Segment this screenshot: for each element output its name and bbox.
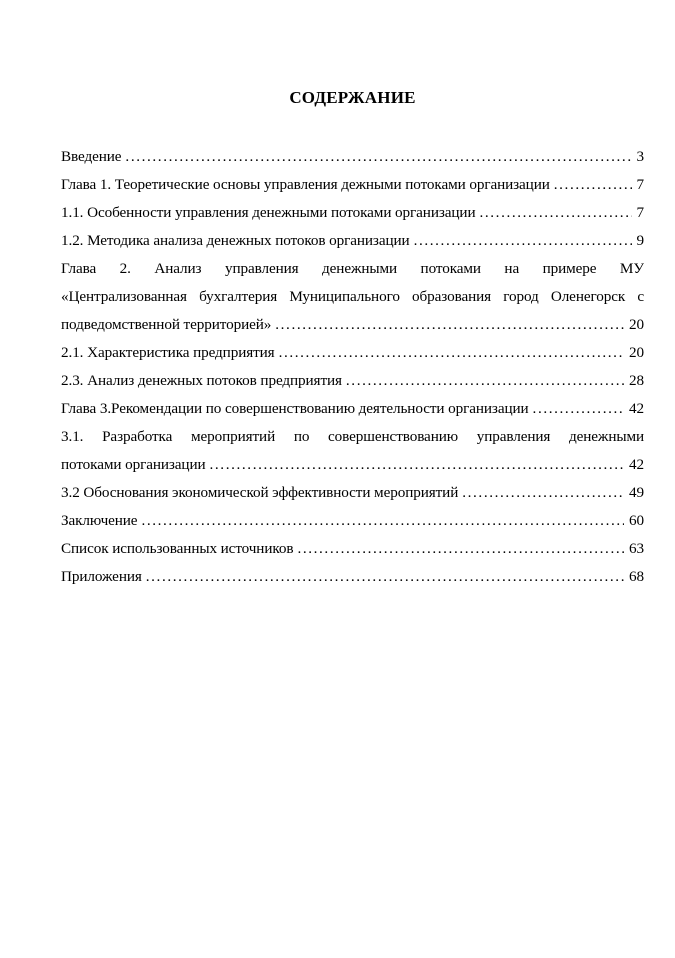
- dot-leader: [479, 199, 631, 227]
- toc-entry-2-3[interactable]: [61, 367, 644, 395]
- toc-entry-label: 3.1. Разработка мероприятий по совершенствованию управления денежными: [61, 428, 644, 445]
- dot-leader: [210, 451, 624, 479]
- toc-page-number: 7: [636, 204, 644, 221]
- toc-entry-label: 1.2. Методика анализа денежных потоков организации: [61, 232, 410, 249]
- toc-entry-1-1[interactable]: [61, 199, 644, 227]
- toc-entry-label: Приложения: [61, 568, 142, 585]
- toc-entry-label: 3.2 Обоснования экономической эффективности мероприятий: [61, 484, 459, 501]
- toc-entry-label: 2.3. Анализ денежных потоков предприятия: [61, 372, 342, 389]
- toc-entry-zaklyuchenie[interactable]: [61, 507, 644, 535]
- toc-entry-3-1-line-2[interactable]: [61, 451, 644, 479]
- toc-page-number: 7: [636, 176, 644, 193]
- toc-entry-label: Заключение: [61, 512, 138, 529]
- dot-leader: [125, 143, 631, 171]
- toc-entry-label: 1.1. Особенности управления денежными потоками организации: [61, 204, 476, 221]
- table-of-contents: [61, 143, 644, 591]
- dot-leader: [462, 479, 624, 507]
- dot-leader: [279, 339, 624, 367]
- toc-entry-label: Глава 1. Теоретические основы управления дежными потоками организации: [61, 176, 550, 193]
- toc-entry-label: Глава 3.Рекомендации по совершенствованию деятельности организации: [61, 400, 529, 417]
- toc-entry-3-2[interactable]: [61, 479, 644, 507]
- toc-page-number: 68: [629, 568, 644, 585]
- toc-page-number: 3: [636, 148, 644, 165]
- toc-page-number: 42: [629, 456, 644, 473]
- toc-entry-2-1[interactable]: [61, 339, 644, 367]
- dot-leader: [146, 563, 624, 591]
- dot-leader: [533, 395, 624, 423]
- dot-leader: [141, 507, 624, 535]
- dot-leader: [414, 227, 632, 255]
- dot-leader: [346, 367, 624, 395]
- toc-page-number: 20: [629, 316, 644, 333]
- toc-entry-appendices[interactable]: [61, 563, 644, 591]
- toc-page-number: 20: [629, 344, 644, 361]
- toc-entry-chapter-2-line-1[interactable]: [61, 255, 644, 283]
- toc-page-number: 28: [629, 372, 644, 389]
- toc-page-number: 42: [629, 400, 644, 417]
- toc-entry-label: 2.1. Характеристика предприятия: [61, 344, 275, 361]
- page-title: СОДЕРЖАНИЕ: [289, 88, 416, 107]
- toc-entry-chapter-1[interactable]: [61, 171, 644, 199]
- toc-entry-label: Введение: [61, 148, 122, 165]
- toc-entry-1-2[interactable]: [61, 227, 644, 255]
- toc-entry-sources[interactable]: [61, 535, 644, 563]
- toc-entry-label: Список использованных источников: [61, 540, 294, 557]
- dot-leader: [275, 311, 624, 339]
- toc-page-number: 9: [636, 232, 644, 249]
- toc-entry-vvedenie[interactable]: [61, 143, 644, 171]
- toc-entry-chapter-2-line-2[interactable]: [61, 283, 644, 311]
- toc-page-number: 49: [629, 484, 644, 501]
- toc-entry-label: Глава 2. Анализ управления денежными потоками на примере МУ: [61, 260, 644, 277]
- toc-entry-3-1-line-1[interactable]: [61, 423, 644, 451]
- toc-entry-label: «Централизованная бухгалтерия Муниципального образования город Оленегорск с: [61, 288, 644, 305]
- toc-entry-label: подведомственной территорией»: [61, 316, 272, 333]
- toc-page-number: 60: [629, 512, 644, 529]
- dot-leader: [554, 171, 632, 199]
- toc-page-number: 63: [629, 540, 644, 557]
- toc-entry-chapter-3[interactable]: [61, 395, 644, 423]
- toc-entry-label: потоками организации: [61, 456, 206, 473]
- dot-leader: [297, 535, 624, 563]
- toc-entry-chapter-2-line-3[interactable]: [61, 311, 644, 339]
